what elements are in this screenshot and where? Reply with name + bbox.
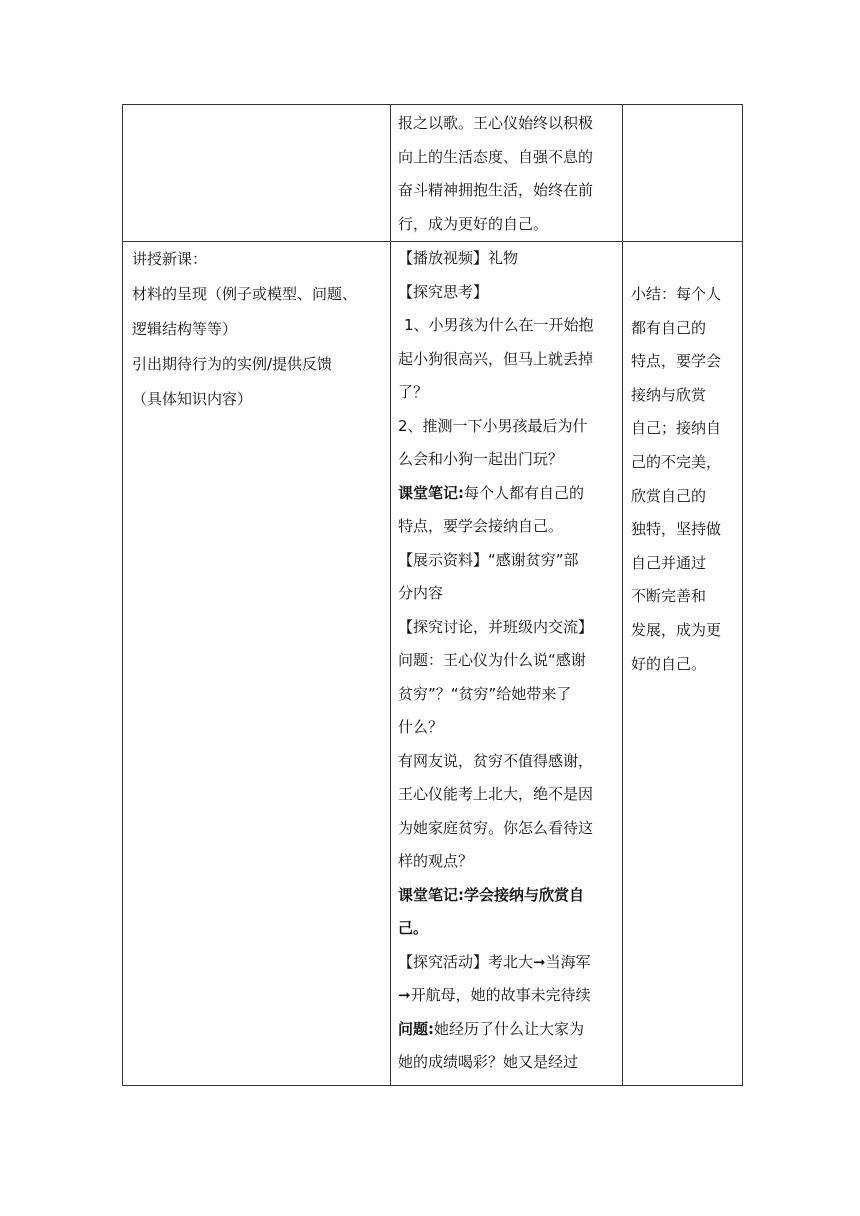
summary-line: 接纳与欣赏: [631, 385, 707, 404]
question-line: 起小狗很高兴，但马上就丢掉: [398, 349, 594, 368]
lesson-plan-table: [122, 104, 743, 1086]
text-line: 有网友说，贫穷不值得感谢，: [398, 751, 594, 770]
class-note-line: 课堂笔记:学会接纳与欣赏自: [398, 885, 584, 904]
question-line: [398, 1013, 618, 1047]
question-label: 问题:: [398, 1019, 434, 1038]
activity-cell: [391, 242, 623, 1086]
summary-cell: [623, 105, 743, 242]
section-heading: 【探究思考】: [398, 282, 489, 301]
table-row: [123, 242, 743, 1086]
text-line: 为她家庭贫穷。你怎么看待这: [398, 818, 594, 837]
section-heading: 【播放视频】礼物: [398, 249, 519, 267]
section-heading: 【探究活动】考北大➞当海军: [398, 952, 591, 971]
table-row: [123, 105, 743, 242]
question-line: 2、推测一下小男孩最后为什: [398, 416, 588, 435]
class-note-text: 每个人都有自己的: [464, 483, 585, 502]
text-line: 引出期待行为的实例/提供反馈: [132, 355, 333, 373]
text-line: 逻辑结构等等）: [132, 320, 238, 338]
text-line: （具体知识内容）: [132, 390, 253, 408]
question-line: 贫穷”？“贫穷”给她带来了: [398, 684, 572, 703]
section-heading: 【展示资料】“感谢贫穷”部: [398, 550, 579, 569]
question-line: 1、小男孩为什么在一开始抱: [404, 316, 594, 334]
class-note-line: 己。: [398, 919, 429, 937]
text-line: 奋斗精神拥抱生活，始终在前: [398, 181, 594, 199]
summary-line: 发展，成为更: [631, 620, 722, 639]
stage-title: 讲授新课：: [132, 250, 208, 268]
class-note-line: [398, 477, 618, 511]
question-line: 了？: [398, 383, 429, 401]
summary-line: 都有自己的: [631, 318, 707, 337]
text-line: 材料的呈现（例子或模型、问题、: [132, 285, 358, 303]
stage-cell: [123, 105, 391, 242]
summary-line: 己的不完美，: [631, 452, 722, 471]
text-line: 样的观点？: [398, 852, 474, 870]
text-line: ➞开航母，她的故事未完待续: [398, 986, 591, 1004]
text-line: 分内容: [398, 584, 444, 602]
text-line: 王心仪能考上北大，绝不是因: [398, 785, 594, 803]
text-line: 行，成为更好的自己。: [398, 214, 549, 233]
summary-line: 好的自己。: [631, 654, 707, 673]
summary-line: 特点，要学会: [631, 352, 722, 371]
summary-cell: [623, 242, 743, 1086]
question-line: 问题：王心仪为什么说“感谢: [398, 651, 586, 669]
summary-line: 自己；接纳自: [631, 419, 722, 438]
activity-cell: [391, 105, 623, 242]
summary-line: 独特，坚持做: [631, 520, 722, 539]
text-line: 她的成绩喝彩？她又是经过: [398, 1053, 579, 1071]
text-line: 向上的生活态度、自强不息的: [398, 147, 594, 166]
text-line: 报之以歌。王心仪始终以积极: [398, 114, 594, 132]
stage-cell: [123, 242, 391, 1086]
class-note-label: 课堂笔记:: [398, 483, 464, 502]
summary-line: 小结：每个人: [631, 285, 722, 303]
section-heading: 【探究讨论，并班级内交流】: [398, 617, 594, 636]
question-line: 什么？: [398, 718, 444, 736]
summary-line: 欣赏自己的: [631, 486, 707, 505]
text-line: 特点，要学会接纳自己。: [398, 517, 564, 535]
summary-line: 自己并通过: [631, 553, 707, 572]
summary-line: 不断完善和: [631, 587, 707, 606]
question-line: 么会和小狗一起出门玩？: [398, 450, 564, 468]
question-text: 她经历了什么让大家为: [434, 1019, 585, 1038]
